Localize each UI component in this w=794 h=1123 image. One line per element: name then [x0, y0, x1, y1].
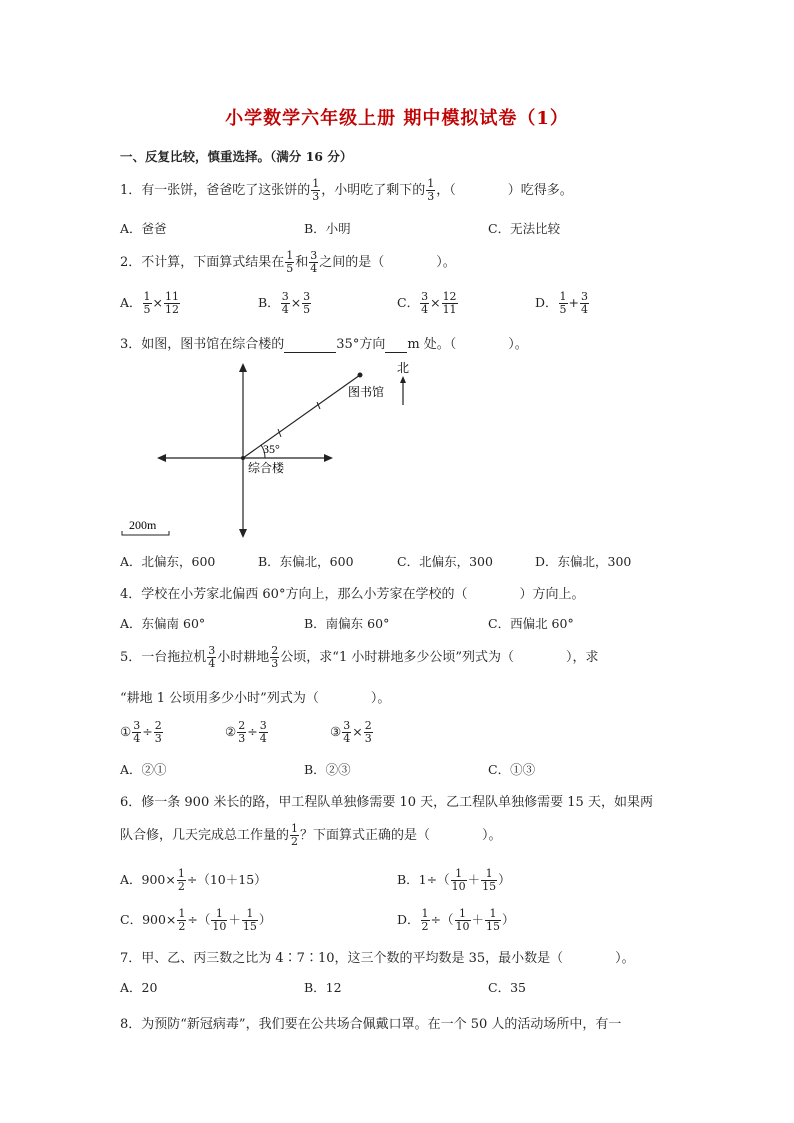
q3-text-2: 35°方向: [336, 337, 386, 352]
q5-text-1: 5．一台拖拉机: [120, 650, 207, 665]
q6-option-a: A．900× $\frac{1}{2}$ ÷（10＋15）: [120, 867, 267, 893]
fraction: $\frac{2}{3}$: [271, 644, 279, 670]
fraction: $\frac{1}{5}$: [286, 249, 294, 275]
q5-option-b: B．②③: [304, 762, 351, 777]
answer-blank: [284, 337, 336, 353]
q5-expression-3: ③ $\frac{3}{4}$ × $\frac{2}{3}$: [330, 719, 372, 745]
question-7: 7．甲、乙、丙三数之比为 4∶7∶10，这三个数的平均数是 35，最小数是（ ）。: [120, 951, 635, 966]
question-3: [120, 333, 528, 353]
q2-text-1: 2．不计算，下面算式结果在: [120, 255, 285, 270]
q4-option-c: C．西偏北 60°: [488, 616, 574, 631]
q7-option-b: B．12: [304, 980, 342, 995]
fraction: $\frac{1}{2}$: [291, 822, 299, 848]
fraction: $\frac{3}{4}$: [208, 644, 216, 670]
answer-blank: [385, 337, 407, 353]
q2-text-2: 和: [295, 255, 309, 270]
q6-option-b: B．1÷（ $\frac{1}{10}$ ＋ $\frac{1}{15}$ ）: [397, 867, 511, 893]
q1-text-1: 1．有一张饼，爸爸吃了这张饼的: [120, 183, 311, 198]
q5-expression-2: ② $\frac{2}{3}$ ÷ $\frac{3}{4}$: [225, 719, 267, 745]
north-arrow-head: [400, 376, 406, 383]
center-point: [241, 456, 245, 460]
fraction: $\frac{1}{3}$: [427, 177, 435, 203]
library-label: 图书馆: [348, 385, 385, 399]
question-2: [120, 250, 456, 275]
q1-text-3: ，（ ）吃得多。: [436, 183, 573, 198]
scale-label: 200m: [129, 518, 157, 532]
q7-option-c: C．35: [488, 980, 526, 995]
q5-expression-1: ① $\frac{3}{4}$ ÷ $\frac{2}{3}$: [120, 719, 162, 745]
q6-text-2: 队合修，几天完成总工作量的: [120, 828, 290, 843]
q3-option-a: A．北偏东，600: [120, 554, 216, 569]
q5-option-c: C．①③: [488, 762, 536, 777]
angle-label: 35°: [263, 442, 280, 456]
q2-option-c: C． $\frac{3}{4}$ × $\frac{12}{11}$: [397, 290, 457, 316]
q5-text-2: 小时耕地: [217, 650, 270, 665]
q3-text-1: 3．如图，图书馆在综合楼的: [120, 337, 285, 352]
q4-option-a: A．东偏南 60°: [120, 616, 206, 631]
q4-option-b: B．南偏东 60°: [304, 616, 390, 631]
q1-option-b: B．小明: [304, 221, 351, 236]
question-6: 6．修一条 900 米长的路，甲工程队单独修需要 10 天，乙工程队单独修需要 15 天，如果两: [120, 795, 653, 810]
q2-option-d: D． $\frac{1}{5}$ + $\frac{3}{4}$: [535, 290, 589, 316]
q2-text-3: 之间的是（ ）。: [319, 255, 456, 270]
section-heading: 一、反复比较，慎重选择。（满分 16 分）: [120, 149, 353, 164]
q3-text-3: m 处。（ ）。: [407, 337, 528, 352]
q1-option-c: C．无法比较: [488, 221, 561, 236]
q6-option-c: C．900× $\frac{1}{2}$ ÷（ $\frac{1}{10}$ ＋ $\frac{1}{15}$ ）: [120, 907, 272, 933]
question-1: [120, 178, 573, 203]
direction-diagram: [115, 355, 415, 540]
q2-option-b: B． $\frac{3}{4}$ × $\frac{3}{5}$: [258, 290, 311, 316]
axis-arrow-down: [239, 529, 247, 538]
question-5-line-2: “耕地 1 公顷用多少小时”列式为（ ）。: [120, 691, 391, 706]
q5-text-3: 公顷，求“1 小时耕地多少公顷”列式为（ ），求: [280, 650, 599, 665]
axis-arrow-up: [239, 363, 247, 372]
direction-ray: [243, 375, 360, 458]
q5-option-a: A．②①: [120, 762, 167, 777]
q6-text-3: ？下面算式正确的是（ ）。: [300, 828, 502, 843]
q6-option-d: D． $\frac{1}{2}$ ÷（ $\frac{1}{10}$ ＋ $\frac{1}{15}$ ）: [397, 907, 515, 933]
center-label: 综合楼: [248, 461, 285, 475]
q1-option-a: A．爸爸: [120, 221, 167, 236]
q3-option-b: B．东偏北，600: [258, 554, 354, 569]
question-8: 8．为预防“新冠病毒”，我们要在公共场合佩戴口罩。在一个 50 人的活动场所中，有一: [120, 1017, 622, 1032]
axis-arrow-left: [157, 454, 166, 462]
fraction: $\frac{3}{4}$: [310, 249, 318, 275]
north-label: 北: [397, 361, 410, 375]
page-title: 小学数学六年级上册 期中模拟试卷（1）: [225, 108, 569, 129]
q2-option-a: A． $\frac{1}{5}$ × $\frac{11}{12}$: [120, 290, 180, 316]
fraction: $\frac{1}{3}$: [312, 177, 320, 203]
q7-option-a: A．20: [120, 980, 158, 995]
axis-arrow-right: [324, 454, 333, 462]
library-point: [358, 373, 363, 378]
q3-option-d: D．东偏北，300: [535, 554, 632, 569]
q1-text-2: ，小明吃了剩下的: [321, 183, 426, 198]
question-6-line-2: [120, 823, 502, 848]
question-4: 4．学校在小芳家北偏西 60°方向上，那么小芳家在学校的（ ）方向上。: [120, 587, 585, 602]
q3-option-c: C．北偏东，300: [397, 554, 493, 569]
question-5: [120, 645, 599, 670]
